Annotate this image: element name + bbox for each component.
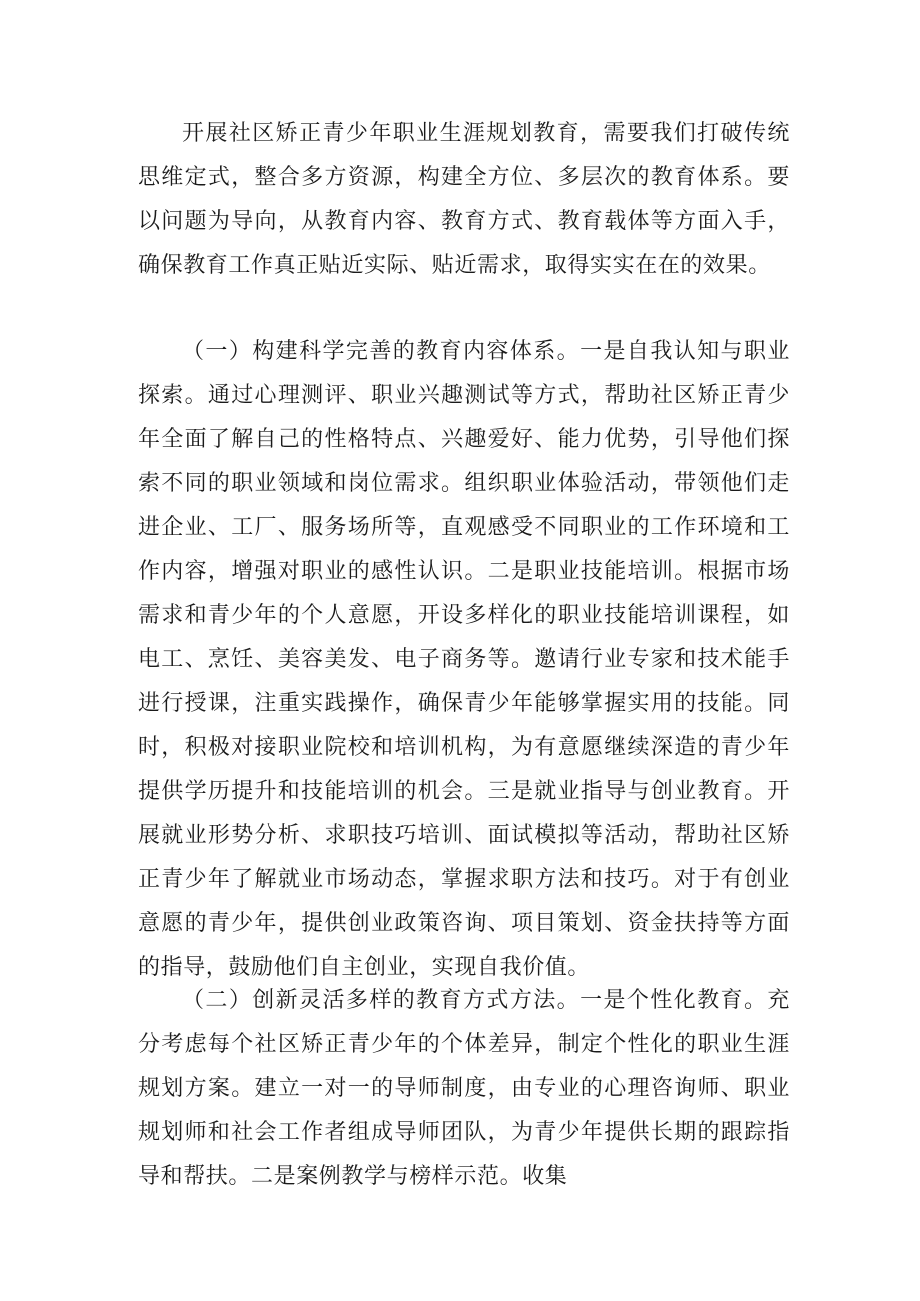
paragraph-section-2: （二）创新灵活多样的教育方式方法。一是个性化教育。充分考虑每个社区矫正青少年的个体差异，制定个性化的职业生涯规划方案。建立一对一的导师制度，由专业的心理咨询师、职业规划师和社会工作者组成导师团队，为青少年提供长期的跟踪指导和帮扶。二是案例教学与榜样示范。收集 [138, 988, 790, 1189]
paragraph-intro: 开展社区矫正青少年职业生涯规划教育，需要我们打破传统思维定式，整合多方资源，构建全方位、多层次的教育体系。要以问题为导向，从教育内容、教育方式、教育载体等方面入手，确保教育工作真正贴近实际、贴近需求，取得实实在在的效果。 [138, 121, 790, 278]
paragraph-section-1: （一）构建科学完善的教育内容体系。一是自我认知与职业探索。通过心理测评、职业兴趣测试等方式，帮助社区矫正青少年全面了解自己的性格特点、兴趣爱好、能力优势，引导他们探索不同的职业领域和岗位需求。组织职业体验活动，带领他们走进企业、工厂、服务场所等，直观感受不同职业的工作环境和工作内容，增强对职业的感性认识。二是职业技能培训。根据市场需求和青少年的个人意愿，开设多样化的职业技能培训课程，如电工、烹饪、美容美发、电子商务等。邀请行业专家和技术能手进行授课，注重实践操作，确保青少年能够掌握实用的技能。同时，积极对接职业院校和培训机构，为有意愿继续深造的青少年提供学历提升和技能培训的机会。三是就业指导与创业教育。开展就业形势分析、求职技巧培训、面试模拟等活动，帮助社区矫正青少年了解就业市场动态，掌握求职方法和技巧。对于有创业意愿的青少年，提供创业政策咨询、项目策划、资金扶持等方面的指导，鼓励他们自主创业，实现自我价值。 [138, 339, 790, 980]
